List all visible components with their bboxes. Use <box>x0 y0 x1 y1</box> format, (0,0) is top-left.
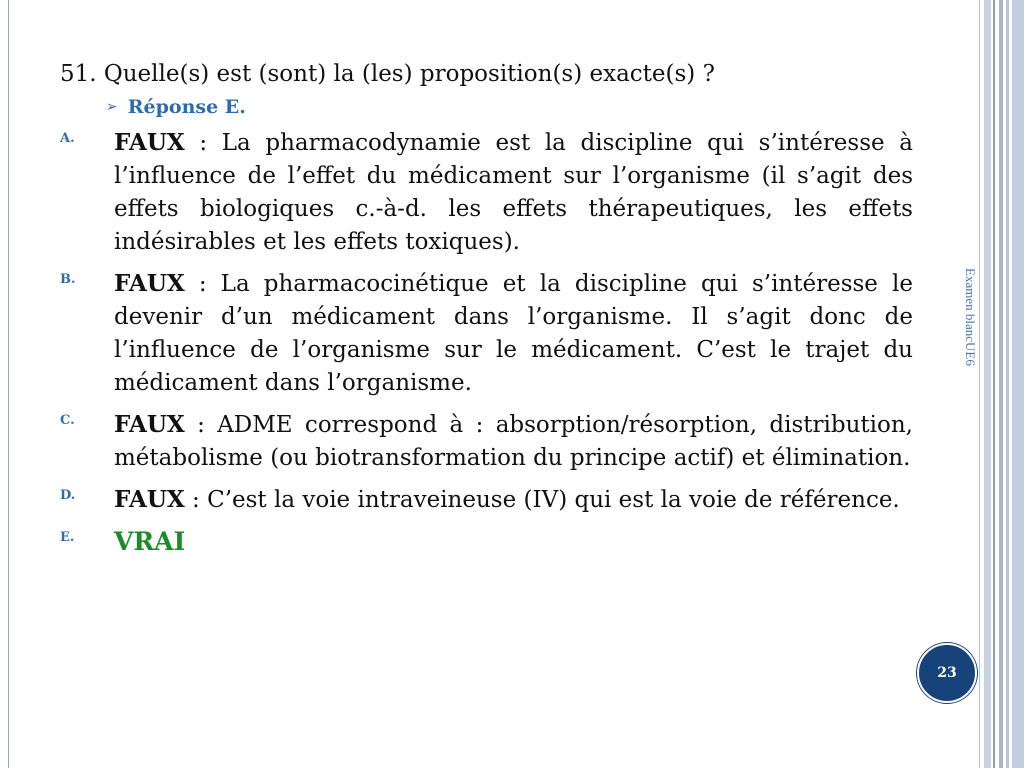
list-item <box>60 408 913 475</box>
item-letter: C. <box>60 413 75 428</box>
item-letter: E. <box>60 530 75 545</box>
item-letter: A. <box>60 131 75 146</box>
item-verdict: FAUX <box>114 486 185 513</box>
item-verdict: VRAI <box>114 527 186 556</box>
item-letter: B. <box>60 272 76 287</box>
item-text: : ADME correspond à : absorption/résorption, distribution, métabolisme (ou biotransformation du principe actif) et élimination. <box>114 412 913 471</box>
side-label: Examen blancUE6 <box>963 268 978 366</box>
list-item <box>60 126 913 259</box>
item-verdict: FAUX <box>114 411 185 438</box>
list-item <box>60 525 913 560</box>
item-text: : La pharmacocinétique et la discipline qui s’intéresse le devenir d’un médicament dans l’organisme. Il s’agit donc de l’influence de l’organisme sur le médicament. C’est le trajet du médicament dans l’organisme. <box>114 271 913 396</box>
item-letter: D. <box>60 488 76 503</box>
answer-line <box>106 94 913 120</box>
page-number: 23 <box>937 665 957 681</box>
answer-list <box>60 126 913 560</box>
right-decorative-stripes <box>979 0 1024 768</box>
item-text: : C’est la voie intraveineuse (IV) qui est la voie de référence. <box>184 487 900 513</box>
question-title: 51. Quelle(s) est (sont) la (les) proposition(s) exacte(s) ? <box>60 61 715 87</box>
item-verdict: FAUX <box>114 270 185 297</box>
item-verdict: FAUX <box>114 129 185 156</box>
list-item <box>60 483 913 517</box>
page-number-badge <box>917 643 977 703</box>
item-text: : La pharmacodynamie est la discipline qui s’intéresse à l’influence de l’effet du médicament sur l’organisme (il s’agit des effets biologiques c.-à-d. les effets thérapeutiques, les effets indésirables et les effets toxiques). <box>114 130 913 255</box>
arrow-bullet-icon: ➢ <box>106 99 118 115</box>
answer-text: Réponse E. <box>127 96 246 118</box>
list-item <box>60 267 913 400</box>
left-border-line <box>8 0 9 768</box>
slide-content <box>60 58 913 568</box>
